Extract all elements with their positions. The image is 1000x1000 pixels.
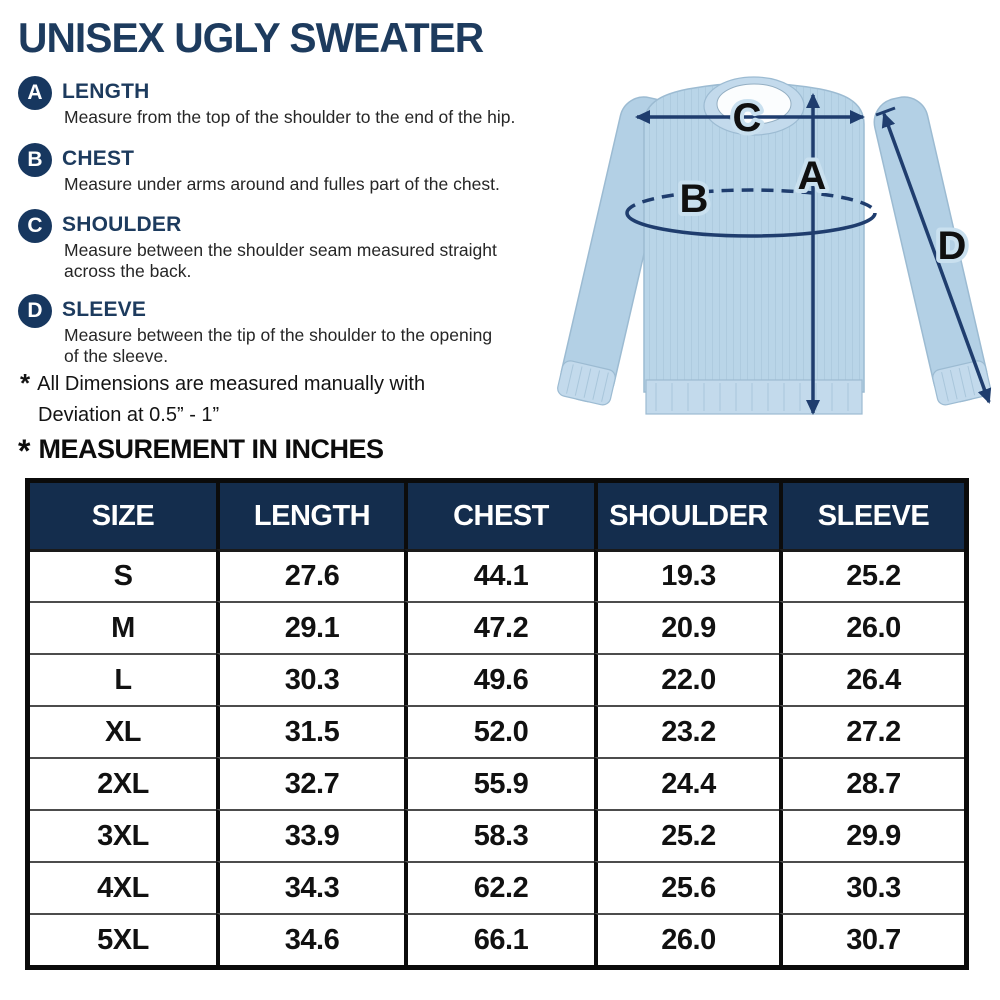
letter-badge-d: D: [18, 294, 52, 328]
value-cell: 25.2: [779, 549, 964, 601]
page-title: UNISEX UGLY SWEATER: [18, 14, 484, 61]
value-cell: 32.7: [216, 757, 404, 809]
value-cell: 30.3: [779, 861, 964, 913]
asterisk: *: [18, 433, 31, 469]
column-header-shoulder: SHOULDER: [594, 483, 779, 549]
value-cell: 24.4: [594, 757, 779, 809]
letter-badge-c: C: [18, 209, 52, 243]
size-cell: XL: [30, 705, 216, 757]
value-cell: 52.0: [404, 705, 594, 757]
legend-description-length: Measure from the top of the shoulder to the end of the hip.: [64, 107, 516, 127]
legend-heading-length: LENGTH: [62, 80, 150, 103]
size-cell: M: [30, 601, 216, 653]
value-cell: 20.9: [594, 601, 779, 653]
deviation-note-line1: All Dimensions are measured manually with: [37, 373, 426, 395]
value-cell: 19.3: [594, 549, 779, 601]
value-cell: 34.6: [216, 913, 404, 965]
measurement-unit-text: MEASUREMENT IN INCHES: [38, 434, 384, 464]
size-cell: S: [30, 549, 216, 601]
legend-item-sleeve: [18, 294, 548, 367]
column-header-length: LENGTH: [216, 483, 404, 549]
value-cell: 30.7: [779, 913, 964, 965]
column-header-chest: CHEST: [404, 483, 594, 549]
size-cell: 4XL: [30, 861, 216, 913]
value-cell: 55.9: [404, 757, 594, 809]
size-chart-table: [25, 478, 969, 970]
legend-item-shoulder: [18, 209, 548, 282]
value-cell: 22.0: [594, 653, 779, 705]
deviation-note-line2: Deviation at 0.5” - 1”: [38, 404, 220, 426]
value-cell: 25.2: [594, 809, 779, 861]
value-cell: 29.1: [216, 601, 404, 653]
value-cell: 58.3: [404, 809, 594, 861]
label-length-a: A: [797, 154, 827, 198]
letter-badge-a: A: [18, 76, 52, 110]
legend-item-length: [18, 76, 548, 128]
label-shoulder-c: C: [732, 96, 762, 140]
value-cell: 49.6: [404, 653, 594, 705]
value-cell: 33.9: [216, 809, 404, 861]
label-chest-b: B: [679, 177, 709, 221]
legend-heading-chest: CHEST: [62, 147, 135, 170]
measurement-unit-note: [18, 433, 383, 470]
asterisk: *: [20, 368, 31, 398]
value-cell: 27.2: [779, 705, 964, 757]
deviation-note: [20, 368, 425, 427]
legend-description-chest: Measure under arms around and fulles part of the chest.: [64, 174, 500, 194]
legend-description-shoulder: Measure between the shoulder seam measured straight across the back.: [64, 240, 497, 281]
size-cell: L: [30, 653, 216, 705]
sweater-hem: [646, 380, 862, 414]
letter-badge-b: B: [18, 143, 52, 177]
size-cell: 5XL: [30, 913, 216, 965]
value-cell: 34.3: [216, 861, 404, 913]
column-header-size: SIZE: [30, 483, 216, 549]
value-cell: 26.0: [779, 601, 964, 653]
column-header-sleeve: SLEEVE: [779, 483, 964, 549]
value-cell: 25.6: [594, 861, 779, 913]
value-cell: 31.5: [216, 705, 404, 757]
value-cell: 44.1: [404, 549, 594, 601]
legend-heading-shoulder: SHOULDER: [62, 213, 182, 236]
sweater-illustration: [548, 58, 1000, 463]
value-cell: 66.1: [404, 913, 594, 965]
size-cell: 2XL: [30, 757, 216, 809]
size-cell: 3XL: [30, 809, 216, 861]
value-cell: 26.0: [594, 913, 779, 965]
value-cell: 30.3: [216, 653, 404, 705]
legend-description-sleeve: Measure between the tip of the shoulder to the opening of the sleeve.: [64, 325, 493, 366]
sweater-measurement-diagram: [548, 58, 1000, 463]
value-cell: 26.4: [779, 653, 964, 705]
value-cell: 27.6: [216, 549, 404, 601]
value-cell: 62.2: [404, 861, 594, 913]
value-cell: 29.9: [779, 809, 964, 861]
label-sleeve-d: D: [937, 224, 967, 268]
value-cell: 28.7: [779, 757, 964, 809]
legend-heading-sleeve: SLEEVE: [62, 298, 147, 321]
value-cell: 23.2: [594, 705, 779, 757]
legend-item-chest: [18, 143, 548, 195]
value-cell: 47.2: [404, 601, 594, 653]
